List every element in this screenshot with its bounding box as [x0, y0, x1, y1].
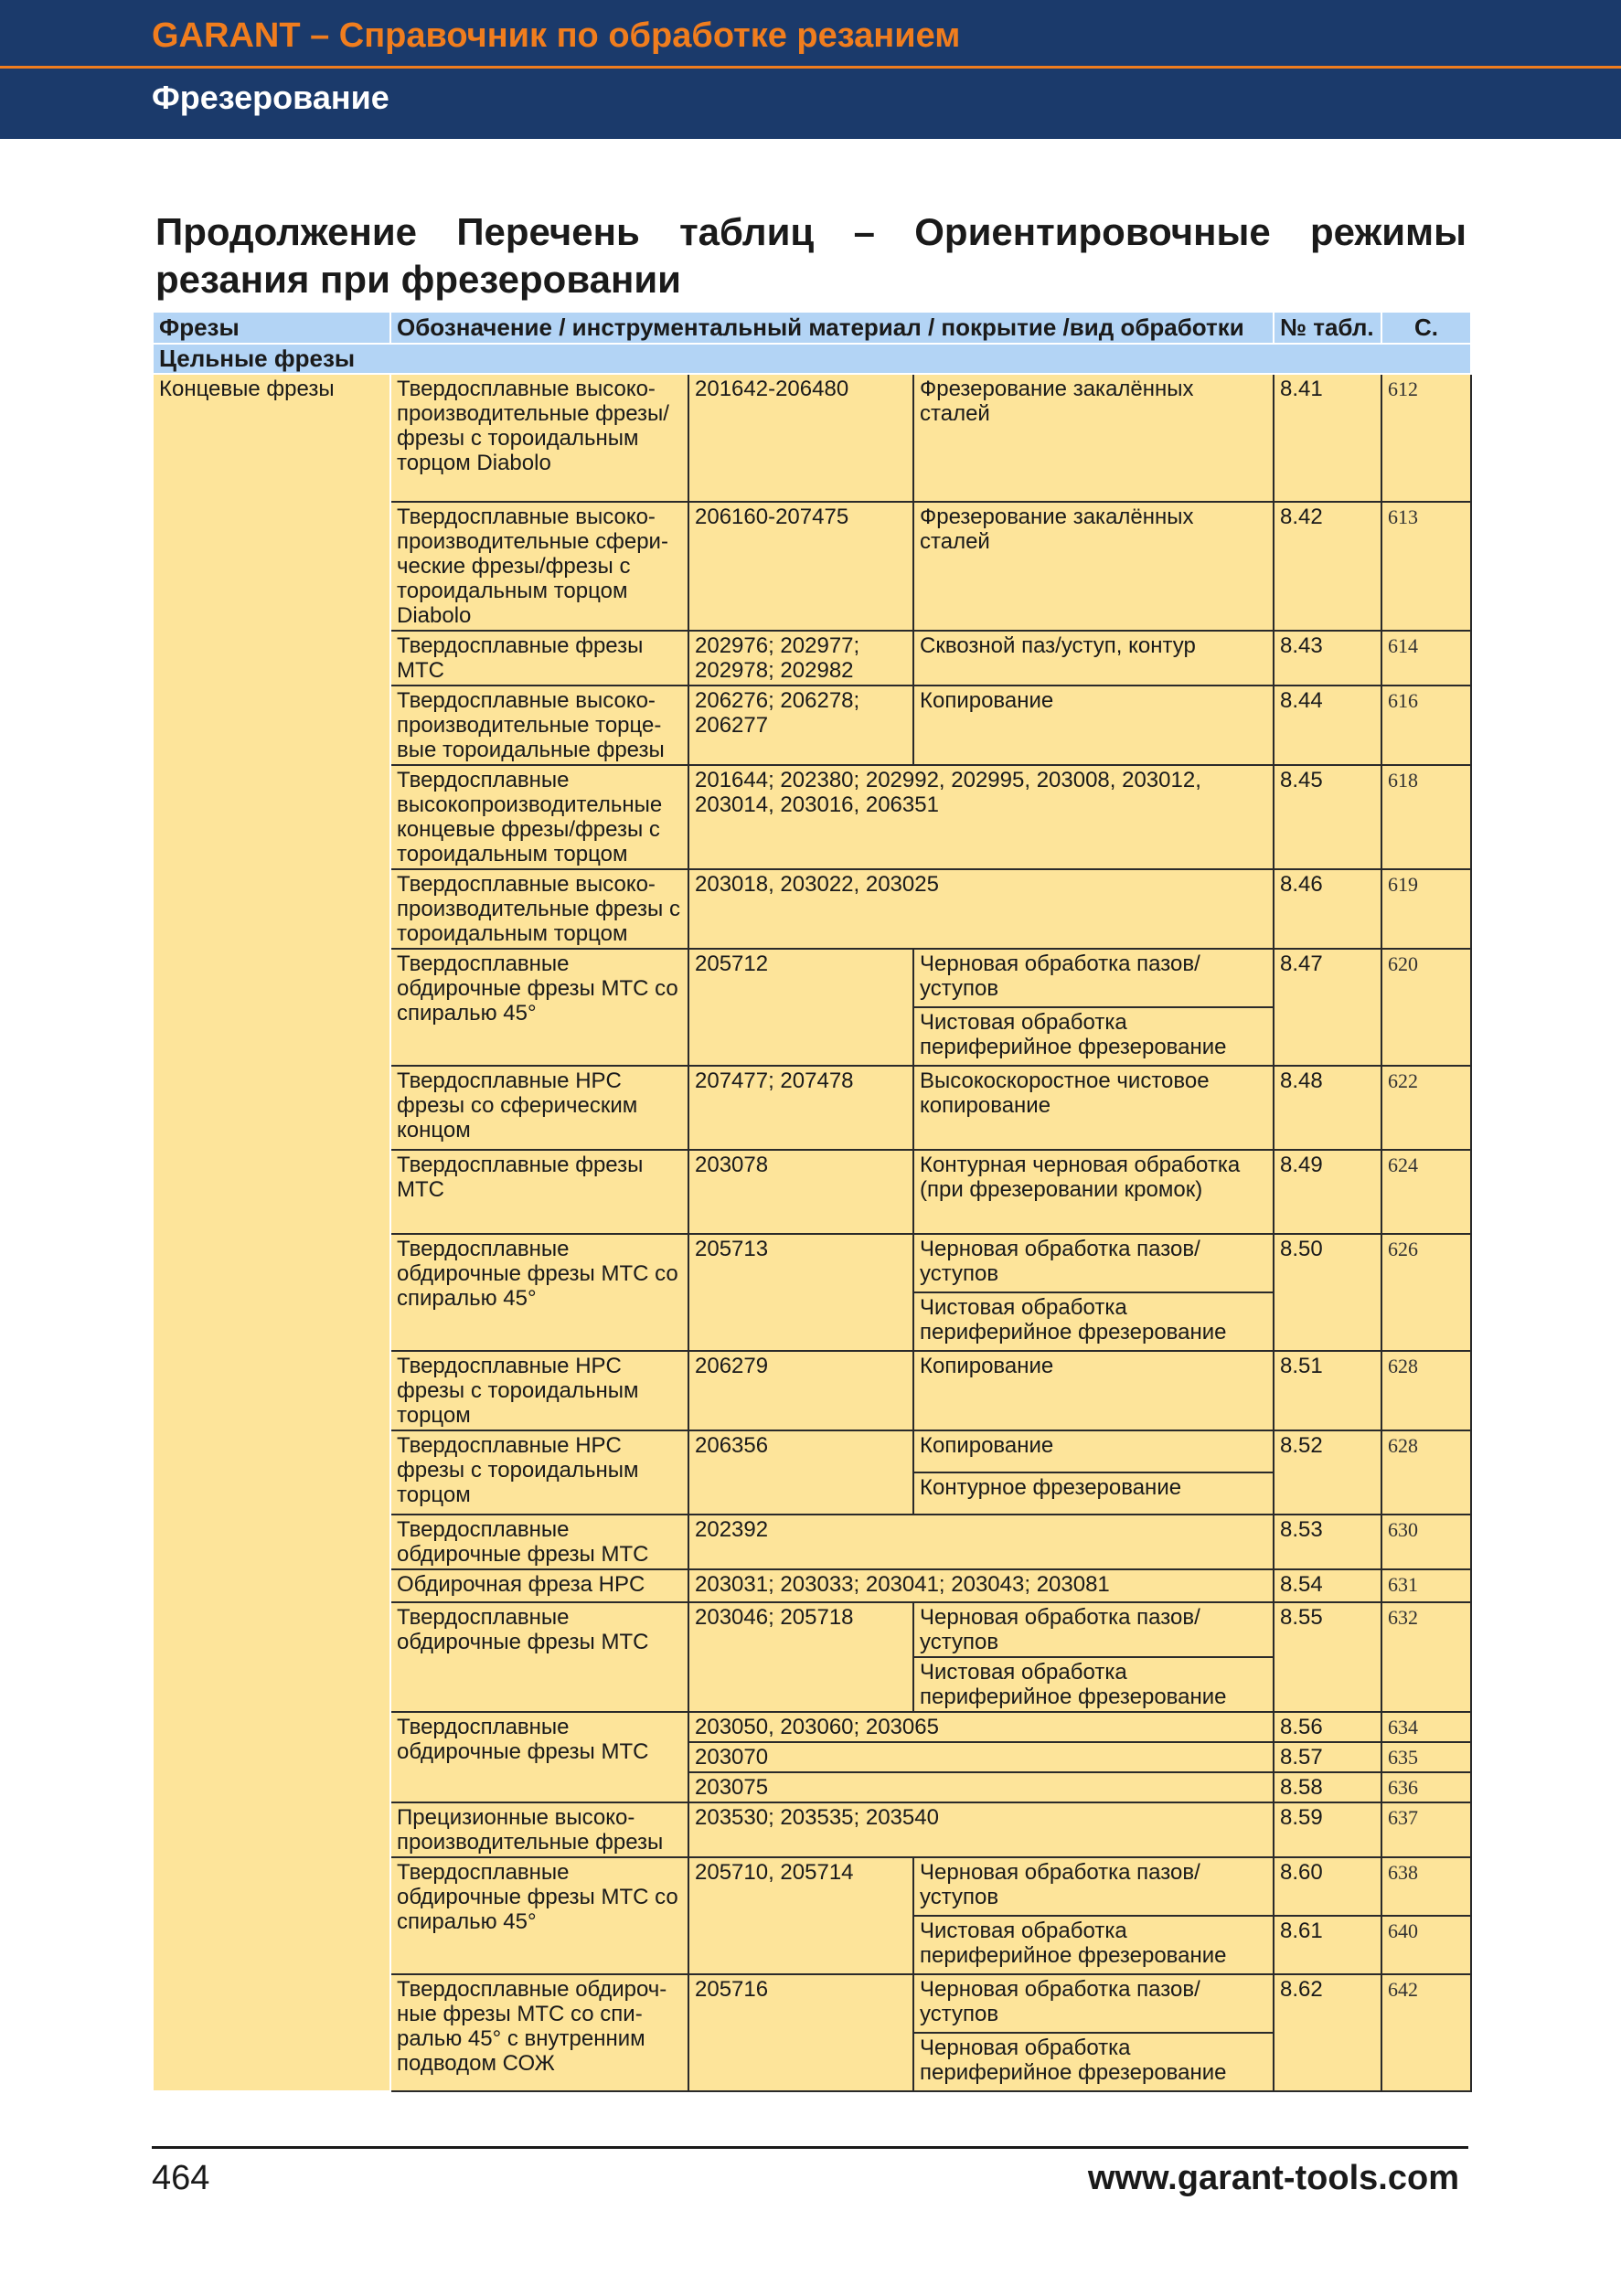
table-number: 8.50 — [1274, 1234, 1381, 1351]
page-number-cell: 624 — [1381, 1150, 1471, 1234]
tool-name: Твердосплавные высоко-производительные фрезы с тороидальным торцом — [390, 869, 688, 949]
codes: 203075 — [688, 1772, 1274, 1802]
table-number: 8.48 — [1274, 1066, 1381, 1150]
page-number-cell: 620 — [1381, 949, 1471, 1066]
tool-name: Обдирочная фреза HPC — [390, 1569, 688, 1602]
table-number: 8.49 — [1274, 1150, 1381, 1234]
operation: Черновая обработка пазов/ уступов — [913, 1857, 1274, 1916]
page-number-cell: 619 — [1381, 869, 1471, 949]
codes: 201642-206480 — [688, 374, 913, 502]
tool-name: Твердосплавные обдирочные фрезы MTC — [390, 1515, 688, 1569]
codes: 203070 — [688, 1742, 1274, 1772]
table-number: 8.44 — [1274, 686, 1381, 765]
tool-name: Твердосплавные обдирочные фрезы MTC — [390, 1602, 688, 1712]
footer-divider — [152, 2146, 1468, 2149]
operation: Фрезерование закалённых сталей — [913, 374, 1274, 502]
page-number-cell: 637 — [1381, 1802, 1471, 1857]
operation: Чистовая обработка периферийное фрезерование — [913, 1292, 1274, 1351]
codes: 206279 — [688, 1351, 913, 1430]
page-number-cell: 630 — [1381, 1515, 1471, 1569]
table-number: 8.59 — [1274, 1802, 1381, 1857]
operation: Копирование — [913, 1351, 1274, 1430]
operation: Черновая обработка пазов/ уступов — [913, 1234, 1274, 1292]
col-header-table-no: № табл. — [1274, 312, 1381, 344]
table-number: 8.45 — [1274, 765, 1381, 869]
page-number-cell: 631 — [1381, 1569, 1471, 1602]
operation: Контурное фрезерование — [913, 1472, 1274, 1515]
tool-name: Твердосплавные фрезы MTC — [390, 1150, 688, 1234]
footer-url: www.garant-tools.com — [1087, 2159, 1459, 2197]
table-row — [153, 374, 1471, 502]
header-subtitle: Фрезерование — [152, 79, 389, 116]
codes: 205713 — [688, 1234, 913, 1351]
codes: 203046; 205718 — [688, 1602, 913, 1712]
table-number: 8.43 — [1274, 631, 1381, 686]
table-header-row — [153, 312, 1471, 344]
header-divider — [0, 66, 1621, 69]
table-number: 8.53 — [1274, 1515, 1381, 1569]
page-number-cell: 636 — [1381, 1772, 1471, 1802]
section-label: Цельные фрезы — [153, 344, 1471, 374]
table-number: 8.54 — [1274, 1569, 1381, 1602]
page-number-cell: 618 — [1381, 765, 1471, 869]
tool-name: Твердосплавные HPC фрезы с тороидальным торцом — [390, 1430, 688, 1515]
codes: 201644; 202380; 202992, 202995, 203008, 203012, 203014, 203016, 206351 — [688, 765, 1274, 869]
table-number: 8.55 — [1274, 1602, 1381, 1712]
tool-name: Твердосплавные высоко-производительные фрезы/ фрезы с тороидальным торцом Diabolo — [390, 374, 688, 502]
codes: 203018, 203022, 203025 — [688, 869, 1274, 949]
operation: Копирование — [913, 1430, 1274, 1472]
tool-name: Твердосплавные обдирочные фрезы MTC со спиралью 45° — [390, 1234, 688, 1351]
table-number: 8.61 — [1274, 1916, 1381, 1974]
codes: 205716 — [688, 1974, 913, 2091]
section-row — [153, 344, 1471, 374]
page-header — [0, 0, 1621, 139]
table-number: 8.52 — [1274, 1430, 1381, 1515]
codes: 207477; 207478 — [688, 1066, 913, 1150]
operation: Высокоскоростное чистовое копирование — [913, 1066, 1274, 1150]
table-number: 8.46 — [1274, 869, 1381, 949]
page-number-cell: 632 — [1381, 1602, 1471, 1712]
header-title: GARANT – Справочник по обработке резанием — [152, 16, 961, 55]
operation: Черновая обработка пазов/ уступов — [913, 1602, 1274, 1657]
table-number: 8.51 — [1274, 1351, 1381, 1430]
tool-name: Твердосплавные обдирочные фрезы MTC со спиралью 45° — [390, 1857, 688, 1974]
page-number-cell: 626 — [1381, 1234, 1471, 1351]
page-number-cell: 628 — [1381, 1430, 1471, 1515]
codes: 205712 — [688, 949, 913, 1066]
page-number-cell: 614 — [1381, 631, 1471, 686]
table-number: 8.62 — [1274, 1974, 1381, 2091]
table-number: 8.58 — [1274, 1772, 1381, 1802]
category-label: Концевые фрезы — [153, 374, 390, 2091]
codes: 203031; 203033; 203041; 203043; 203081 — [688, 1569, 1274, 1602]
col-header-page: С. — [1381, 312, 1471, 344]
tool-name: Твердосплавные обдироч-ные фрезы MTC со спи-ралью 45° с внутренним подводом СОЖ — [390, 1974, 688, 2091]
operation: Копирование — [913, 686, 1274, 765]
codes: 203050, 203060; 203065 — [688, 1712, 1274, 1742]
page-number-cell: 628 — [1381, 1351, 1471, 1430]
tool-name: Прецизионные высоко-производительные фрезы — [390, 1802, 688, 1857]
operation: Контурная черновая обработка (при фрезеровании кромок) — [913, 1150, 1274, 1234]
tool-name: Твердосплавные обдирочные фрезы MTC — [390, 1712, 688, 1802]
page-number-cell: 634 — [1381, 1712, 1471, 1742]
tool-name: Твердосплавные фрезы MTC — [390, 631, 688, 686]
codes: 206276; 206278; 206277 — [688, 686, 913, 765]
operation: Сквозной паз/уступ, контур — [913, 631, 1274, 686]
codes: 202976; 202977; 202978; 202982 — [688, 631, 913, 686]
page-number-cell: 638 — [1381, 1857, 1471, 1916]
codes: 206356 — [688, 1430, 913, 1515]
codes: 202392 — [688, 1515, 1274, 1569]
operation: Чистовая обработка периферийное фрезерование — [913, 1916, 1274, 1974]
tool-name: Твердосплавные HPC фрезы с тороидальным торцом — [390, 1351, 688, 1430]
codes: 203078 — [688, 1150, 913, 1234]
page-number-cell: 622 — [1381, 1066, 1471, 1150]
table-number: 8.56 — [1274, 1712, 1381, 1742]
codes: 206160-207475 — [688, 502, 913, 631]
codes: 205710, 205714 — [688, 1857, 913, 1974]
page-number-cell: 635 — [1381, 1742, 1471, 1772]
table-number: 8.47 — [1274, 949, 1381, 1066]
table-number: 8.41 — [1274, 374, 1381, 502]
tool-name: Твердосплавные HPC фрезы со сферическим концом — [390, 1066, 688, 1150]
page-number-cell: 616 — [1381, 686, 1471, 765]
operation: Черновая обработка пазов/ уступов — [913, 1974, 1274, 2033]
page-number-cell: 613 — [1381, 502, 1471, 631]
page-number-cell: 612 — [1381, 374, 1471, 502]
tool-name: Твердосплавные высокопроизводительные концевые фрезы/фрезы с тороидальным торцом — [390, 765, 688, 869]
tool-name: Твердосплавные обдирочные фрезы MTC со спиралью 45° — [390, 949, 688, 1066]
document-title: Продолжение Перечень таблиц – Ориентировочные режимы резания при фрезеровании — [155, 210, 1466, 301]
operation: Черновая обработка пазов/ уступов — [913, 949, 1274, 1007]
operation: Чистовая обработка периферийное фрезерование — [913, 1007, 1274, 1066]
operation: Фрезерование закалённых сталей — [913, 502, 1274, 631]
page-number-cell: 640 — [1381, 1916, 1471, 1974]
operation: Чистовая обработка периферийное фрезерование — [913, 1657, 1274, 1712]
operation: Черновая обработка периферийное фрезерование — [913, 2033, 1274, 2091]
codes: 203530; 203535; 203540 — [688, 1802, 1274, 1857]
table-number: 8.57 — [1274, 1742, 1381, 1772]
page-number-cell: 642 — [1381, 1974, 1471, 2091]
table-number: 8.42 — [1274, 502, 1381, 631]
page-number: 464 — [152, 2159, 210, 2197]
tool-name: Твердосплавные высоко-производительные сфери-ческие фрезы/фрезы с тороидальным торцом Diabolo — [390, 502, 688, 631]
tables-list — [152, 311, 1472, 2092]
col-header-designation: Обозначение / инструментальный материал / покрытие /вид обработки — [390, 312, 1274, 344]
tool-name: Твердосплавные высоко-производительные торце-вые тороидальные фрезы — [390, 686, 688, 765]
col-header-tools: Фрезы — [153, 312, 390, 344]
table-number: 8.60 — [1274, 1857, 1381, 1916]
